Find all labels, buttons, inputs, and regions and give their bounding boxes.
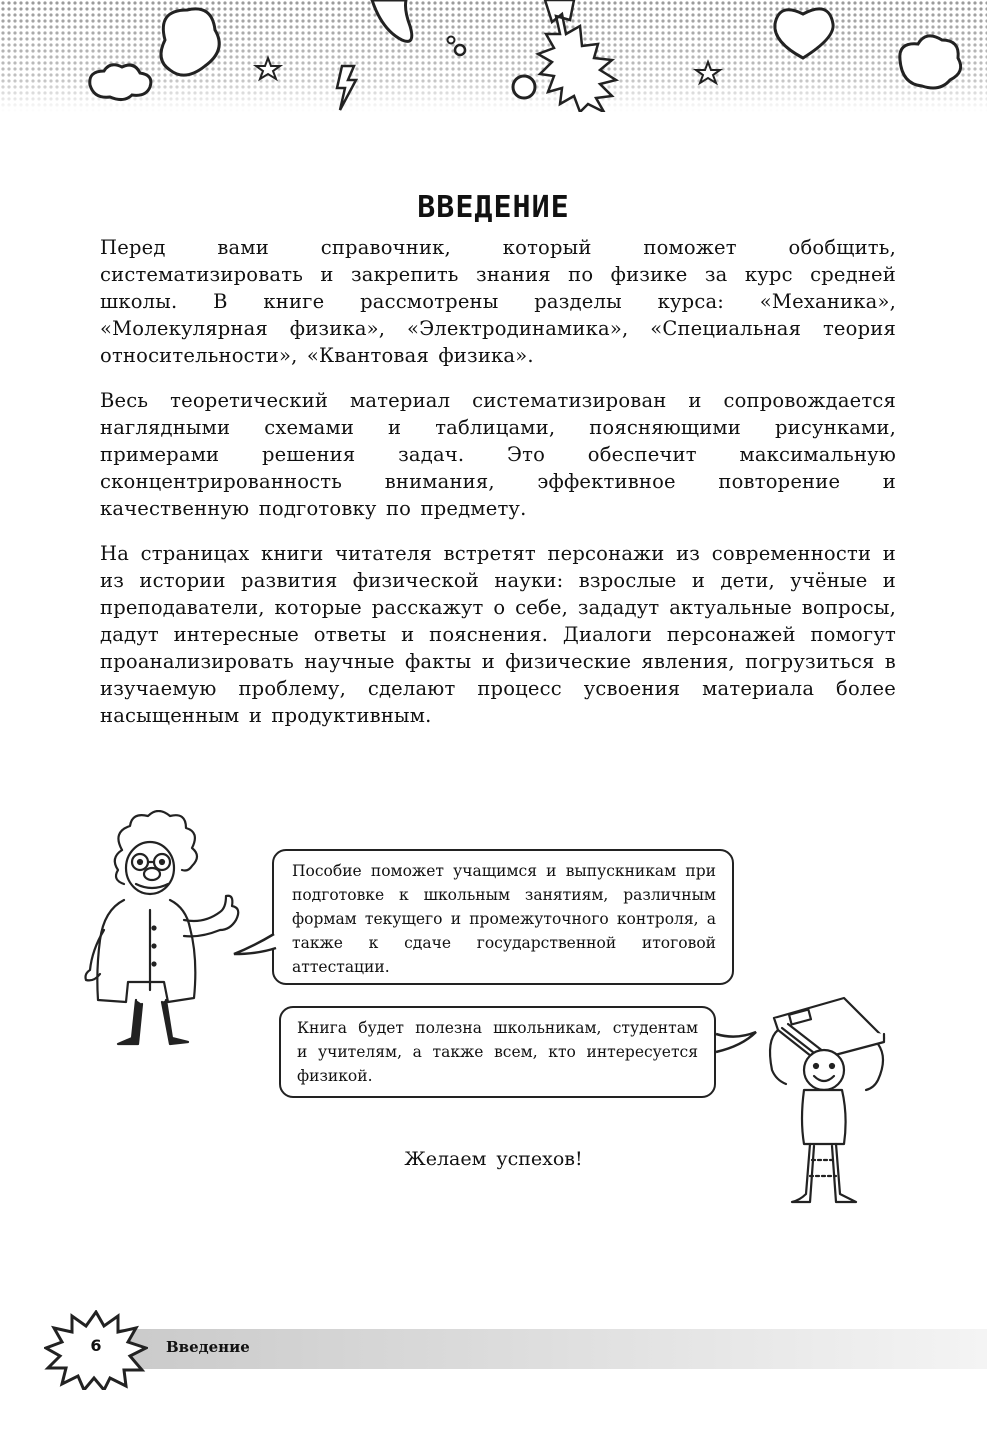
page-title: ВВЕДЕНИЕ — [417, 190, 570, 225]
header-decoration — [0, 0, 987, 112]
paragraph-3: На страницах книги читателя встретят персонажи из современности и из истории развития физической науки: взрослые и дети, учёные и преподаватели, которые расскажут о себе, зададут актуальные вопросы, дадут интересные ответы и пояснения. Диалоги персонажей помогут проанализировать научные факты и физические явления, погрузиться в изучаемую проблему, сделают процесс усвоения материала более насыщенным и продуктивным. — [100, 542, 896, 727]
scientist-illustration — [80, 810, 255, 1050]
page-number: 6 — [90, 1336, 102, 1355]
footer-section-label: Введение — [166, 1338, 250, 1356]
cloud-icon — [900, 36, 961, 88]
speech-bubble-scientist — [272, 849, 734, 985]
speech-bubble-text: Пособие поможет учащимся и выпускникам при подготовке к школьным занятиям, различным формам текущего и промежуточного контроля, а также к сдаче государственной итоговой аттестации. — [292, 862, 716, 976]
speech-bubble-student — [279, 1006, 716, 1098]
speech-bubble-text: Книга будет полезна школьникам, студентам и учителям, а также всем, кто интересуется физикой. — [297, 1019, 698, 1085]
speech-bubble-tail — [712, 1030, 758, 1060]
paragraph-2: Весь теоретический материал систематизирован и сопровождается наглядными схемами и таблицами, поясняющими рисунками, примерами решения задач. Это обеспечит максимальную сконцентрированность внимания, эффективное повторение и качественную подготовку по предмету. — [100, 389, 896, 520]
intro-text — [100, 234, 896, 747]
speech-bubble-tail — [232, 930, 278, 960]
closing-wish: Желаем успехов! — [404, 1148, 583, 1170]
student-illustration — [760, 990, 895, 1215]
paragraph-1: Перед вами справочник, который поможет обобщить, систематизировать и закрепить знания по физике за курс средней школы. В книге рассмотрены разделы курса: «Механика», «Молекулярная физика», «Электродинамика», «Специальная теория относительности», «Квантовая физика». — [100, 236, 896, 367]
